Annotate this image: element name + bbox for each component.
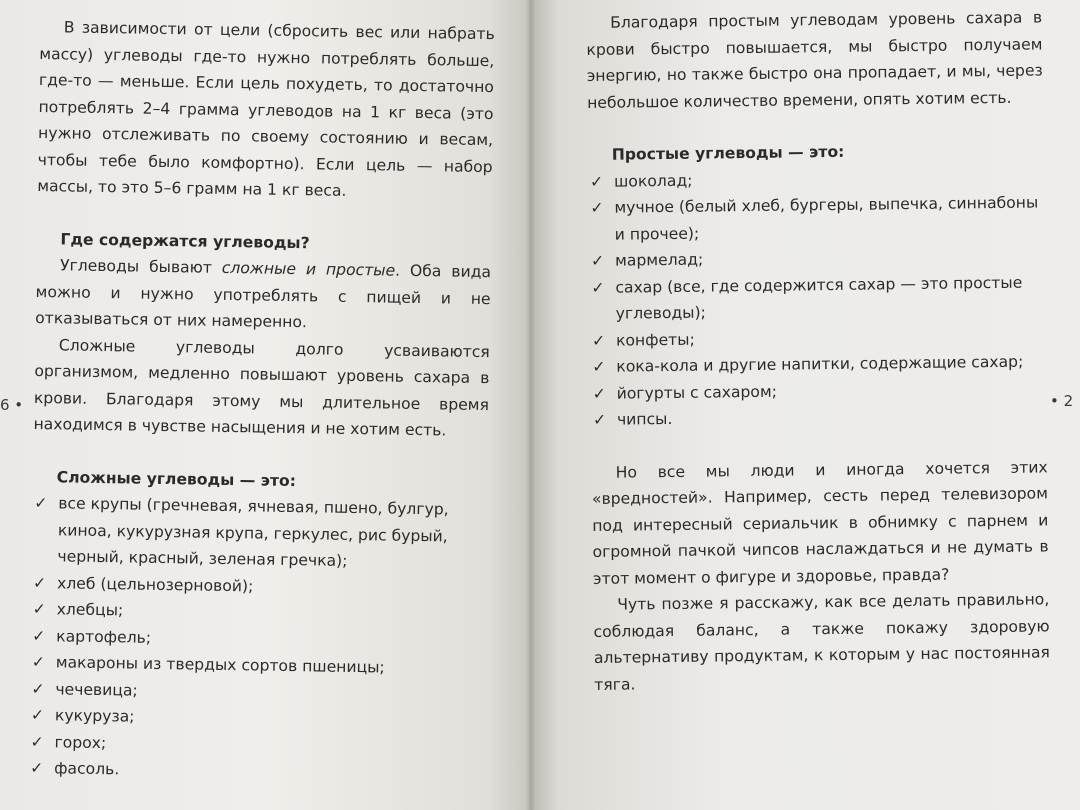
checkmark-icon: ✓ [30,758,44,778]
checkmark-icon: ✓ [30,732,44,751]
right-list-title: Простые углеводы — это: [611,142,845,164]
left-page-text [28,14,495,789]
list-item: ✓ все крупы (гречневая, ячневая, пшено, булгур, киноа, кукурузная крупа, геркулес, рис бурый, черный, красный, зеленая гречка); [31,490,487,577]
list-item: ✓ чечевица; [29,675,484,709]
left-page-marker: 6 • [0,396,24,414]
right-paragraph-1: Благодаря простым углеводам уровень сахара в крови быстро повышается, мы быстро получаем энергию, но также быстро она пропадает, и мы, через небольшое количество времени, опять хотим есть. [586,8,1043,112]
list-item: ✓ макароны из твердых сортов пшеницы; [30,649,485,683]
list-item: ✓ хлебцы; [30,596,485,630]
list-item: ✓ кока-кола и другие напитки, содержащие сахар; [590,348,1046,380]
list-item: ✓ мучное (белый хлеб, бургеры, выпечка, синнабоны и прочее); [590,193,1039,244]
list-item: ✓ йогурты с сахаром; [591,375,1047,407]
left-checklist [28,490,488,789]
checkmark-icon: ✓ [592,384,606,403]
checkmark-icon: ✓ [590,198,604,217]
checkmark-icon: ✓ [592,357,606,376]
left-paragraph-2: Углеводы бывают сложные и простые. Оба вида можно и нужно употреблять с пищей и не отказываться от них намеренно. [35,256,492,332]
right-page-text [586,4,1050,698]
right-paragraph-3: Чуть позже я расскажу, как все делать правильно, соблюдая баланс, а также покажу здоровую альтернативу продуктам, к которым у нас постоянная тяга. [593,590,1050,694]
checkmark-icon: ✓ [32,599,46,619]
checkmark-icon: ✓ [589,172,604,191]
left-paragraph-3: Сложные углеводы долго усваиваются организмом, медленно повышают уровень сахара в крови. Благодаря этому мы длительное время находимся в чувстве насыщения и не хотим есть. [33,335,490,440]
list-item: ✓ шоколад; [588,163,1044,195]
checkmark-icon: ✓ [30,705,45,725]
right-checklist [588,163,1047,434]
checkmark-icon: ✓ [32,626,46,645]
right-paragraph-2: Но все мы люди и иногда хочется этих «вредностей». Например, сесть перед телевизором под интересный сериальчик в обнимку с парнем и огромной пачкой чипсов наслаждаться и не думать в этот момент о фигуре и здоровье, правда? [591,457,1049,588]
checkmark-icon: ✓ [34,493,48,513]
list-item: ✓ сахар (все, где содержится сахар — это простые углеводы); [591,273,1023,323]
list-item: ✓ хлеб (цельнозерновой); [31,569,486,603]
checkmark-icon: ✓ [591,278,605,297]
checkmark-icon: ✓ [590,251,605,270]
list-item: ✓ картофель; [30,622,485,656]
emphasis-text: сложные и простые [221,258,396,280]
list-item: ✓ чипсы. [591,401,1047,433]
checkmark-icon: ✓ [31,679,45,698]
checkmark-icon: ✓ [31,652,46,672]
list-item: ✓ конфеты; [590,322,1046,354]
checkmark-icon: ✓ [591,331,606,350]
checkmark-icon: ✓ [32,573,47,592]
left-list-title: Сложные углеводы — это: [56,467,297,490]
left-paragraph-1: В зависимости от цели (сбросить вес или набрать массу) углеводы где-то нужно потреблять больше, где-то — меньше. Если цель похудеть, то достаточно потреблять 2–4 грамма углеводов на 1 кг веса (это нужно отслеживать по своему состоянию и весам, чтобы тебе было комфортно). Если цель — набор массы, то это 5–6 грамм на 1 кг веса. [37,18,495,200]
left-heading: Где содержатся углеводы? [60,229,310,252]
list-item: ✓ горох; [28,728,483,762]
list-item: ✓ фасоль. [28,755,483,789]
checkmark-icon: ✓ [592,410,607,429]
list-item: ✓ кукуруза; [29,702,484,736]
book-gutter [526,0,536,810]
list-item: ✓ мармелад; [589,242,1045,274]
right-page-marker: • 2 [1050,392,1074,410]
